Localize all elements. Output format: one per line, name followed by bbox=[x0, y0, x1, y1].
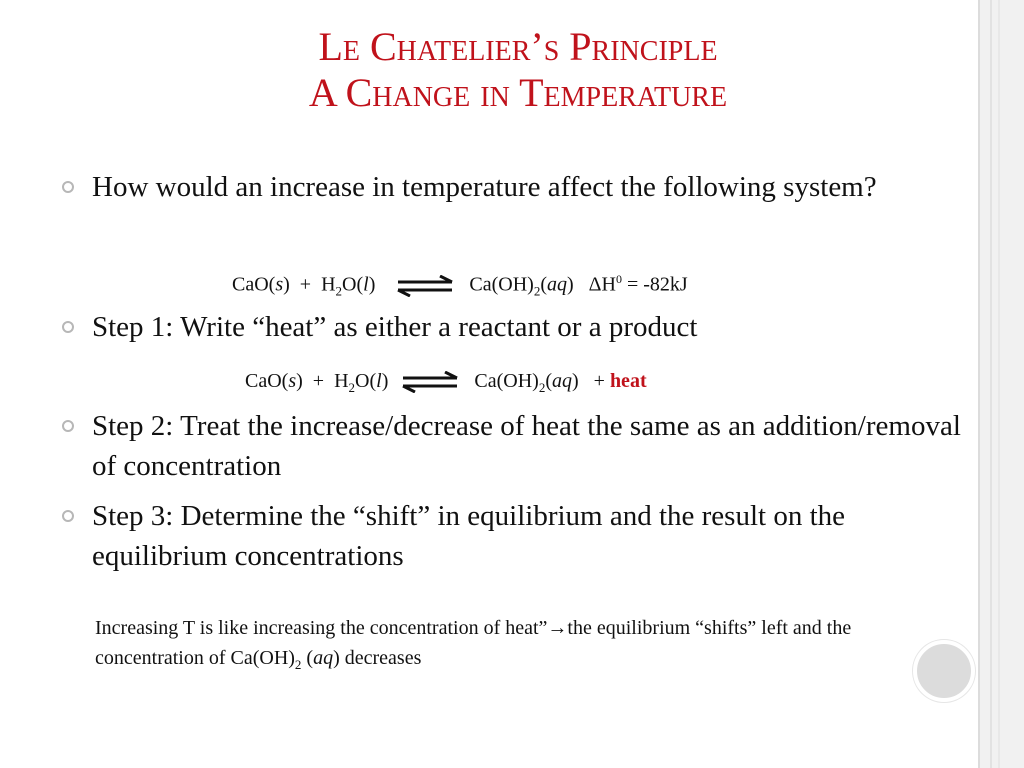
bullet-text: Step 2: Treat the increase/decrease of heat the same as an addition/removal of concentration bbox=[92, 410, 961, 482]
eq-paren: ) bbox=[296, 370, 303, 392]
eq-paren: ) bbox=[283, 273, 290, 296]
eq-plus: + bbox=[593, 370, 605, 392]
eq-sub: 2 bbox=[335, 283, 343, 299]
slide-title bbox=[0, 24, 1024, 116]
bullet-icon bbox=[62, 181, 74, 193]
title-line-1: Le Chatelier’s Principle bbox=[318, 24, 718, 69]
note-sub: 2 bbox=[294, 657, 302, 672]
eq-caoh: Ca(OH) bbox=[469, 273, 534, 296]
eq-o: O( bbox=[342, 273, 364, 296]
eq-dh-value: = -82kJ bbox=[626, 273, 688, 296]
note-text: Increasing T is like increasing the concentration of heat” bbox=[95, 617, 548, 639]
bullet-icon bbox=[62, 420, 74, 432]
conclusion-note bbox=[95, 613, 875, 680]
bullet-icon bbox=[62, 510, 74, 522]
eq-paren: ( bbox=[540, 273, 547, 296]
title-line-2: A Change in Temperature bbox=[308, 70, 728, 115]
eq-state: aq bbox=[546, 273, 567, 296]
eq-sub: 2 bbox=[348, 380, 356, 395]
eq-h: H bbox=[321, 273, 336, 296]
eq-state: l bbox=[376, 370, 382, 392]
bullet-text: Step 1: Write “heat” as either a reactant or a product bbox=[92, 311, 698, 343]
eq-paren: ) bbox=[381, 370, 389, 392]
right-arrow-icon: → bbox=[547, 617, 568, 639]
eq-state: l bbox=[363, 273, 369, 296]
note-text: ) decreases bbox=[333, 647, 422, 669]
eq-o: O( bbox=[355, 370, 377, 392]
eq-delta-h: ΔH bbox=[588, 273, 616, 296]
eq-sub: 2 bbox=[538, 380, 546, 395]
note-state: aq bbox=[313, 647, 334, 669]
eq-plus: + bbox=[312, 370, 325, 392]
eq-state: s bbox=[275, 273, 284, 296]
note-text: ( bbox=[301, 647, 314, 669]
equilibrium-arrows-icon bbox=[396, 275, 454, 297]
eq-heat: heat bbox=[609, 370, 647, 392]
equation-1 bbox=[232, 272, 688, 300]
bullet-text: How would an increase in temperature affect the following system? bbox=[92, 171, 877, 203]
equilibrium-arrows-icon bbox=[401, 371, 459, 393]
decorative-circle bbox=[913, 640, 975, 702]
eq-sub: 2 bbox=[533, 283, 541, 299]
eq-h: H bbox=[334, 370, 349, 392]
eq-paren: ) bbox=[566, 273, 574, 296]
eq-state: aq bbox=[551, 370, 572, 392]
eq-paren: ) bbox=[368, 273, 376, 296]
eq-caoh: Ca(OH) bbox=[474, 370, 539, 392]
eq-cao: CaO( bbox=[245, 370, 289, 392]
note-text: the equilibrium “shifts” left and the concentration of Ca(OH) bbox=[95, 617, 852, 669]
eq-sup: 0 bbox=[615, 272, 622, 286]
eq-paren: ) bbox=[571, 370, 579, 392]
eq-cao: CaO( bbox=[232, 273, 276, 296]
bullet-text: Step 3: Determine the “shift” in equilibrium and the result on the equilibrium concentrations bbox=[92, 500, 846, 572]
eq-paren: ( bbox=[545, 370, 552, 392]
bullet-icon bbox=[62, 321, 74, 333]
eq-plus: + bbox=[299, 273, 312, 296]
eq-state: s bbox=[288, 370, 297, 392]
equation-2 bbox=[245, 370, 647, 396]
